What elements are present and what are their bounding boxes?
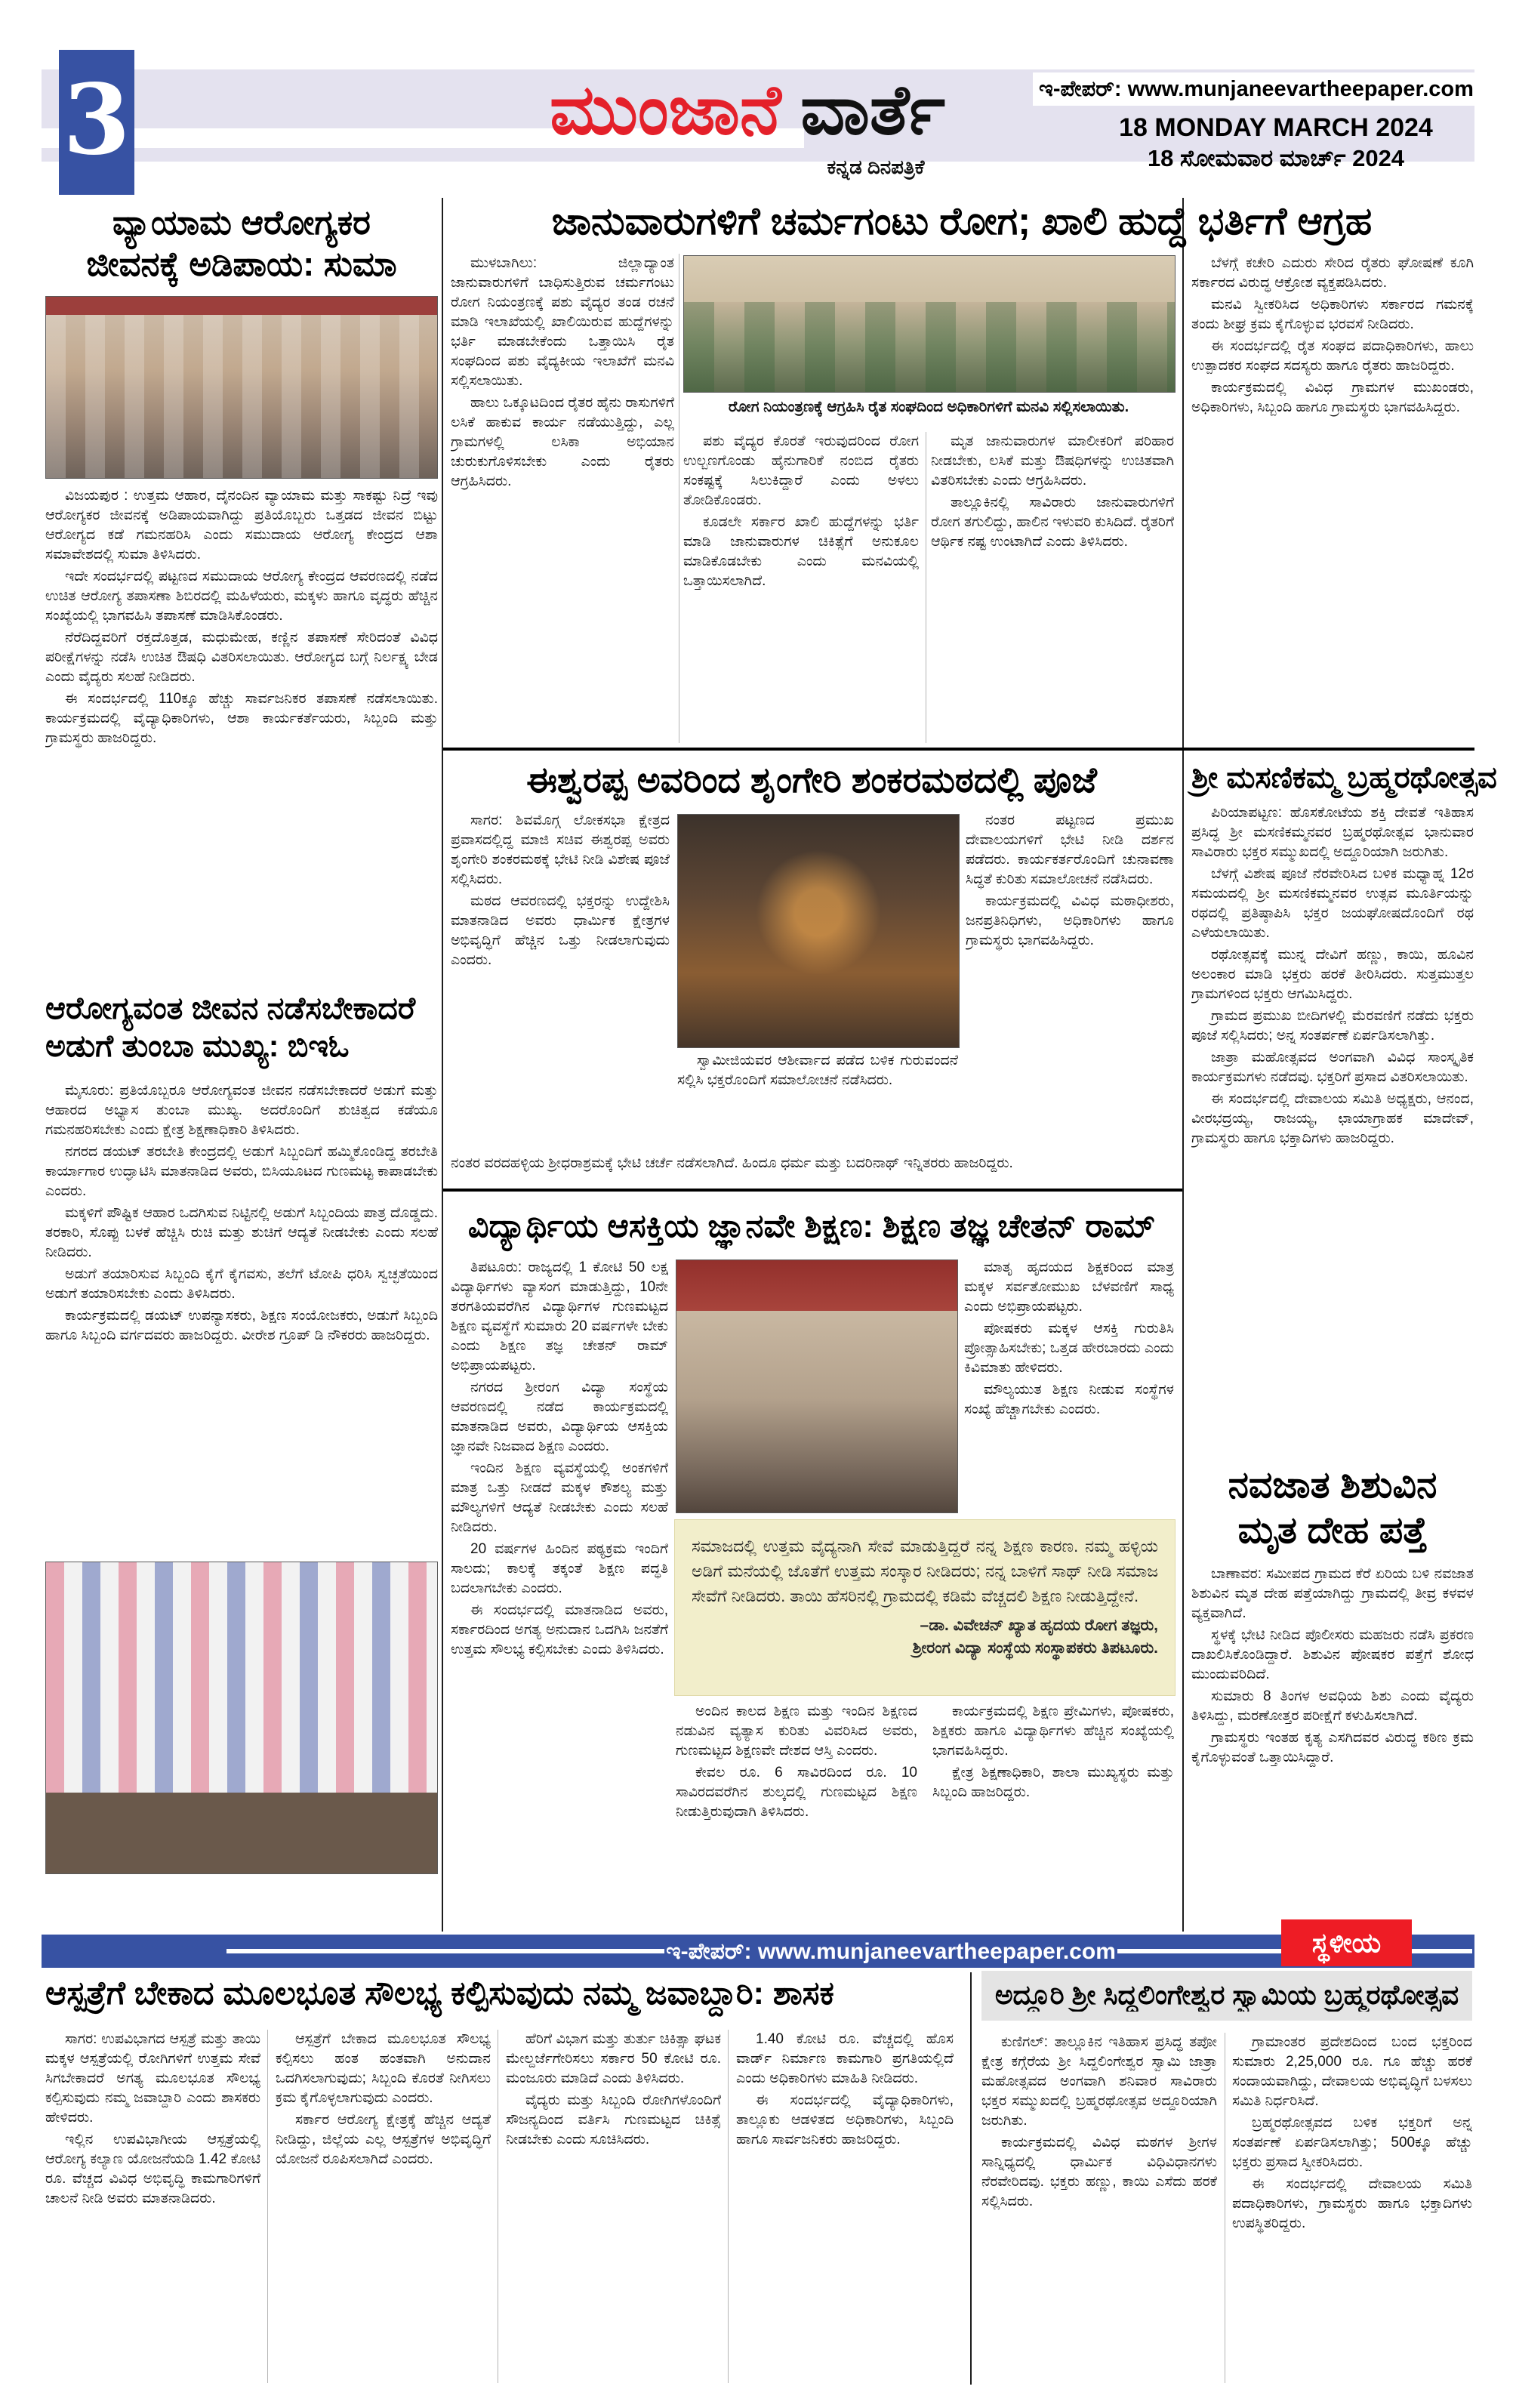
quote-box-education [674, 1519, 1176, 1696]
body-cattle-col3: ಮೃತ ಜಾನುವಾರುಗಳ ಮಾಲೀಕರಿಗೆ ಪರಿಹಾರ ನೀಡಬೇಕು, ಲಸಿಕೆ ಮತ್ತು ಔಷಧಿಗಳನ್ನು ಉಚಿತವಾಗಿ ವಿತರಿಸಬೇಕು ಎಂದು ಆಗ್ರಹಿಸಿದರು. ತಾಲ್ಲೂಕಿನಲ್ಲಿ ಸಾವಿರಾರು ಜಾನುವಾರುಗಳಿಗೆ ರೋಗ ತಗುಲಿದ್ದು, ಹಾಲಿನ ಇಳುವರಿ ಕುಸಿದಿದೆ. ರೈತರಿಗೆ ಆರ್ಥಿಕ ನಷ್ಟ ಉಂಟಾಗಿದೆ ಎಂದು ತಿಳಿಸಿದರು. [931, 433, 1174, 550]
body-cattle-col2: ಪಶು ವೈದ್ಯರ ಕೊರತೆ ಇರುವುದರಿಂದ ರೋಗ ಉಲ್ಬಣಗೊಂಡು ಹೈನುಗಾರಿಕೆ ನಂಬಿದ ರೈತರು ಸಂಕಷ್ಟಕ್ಕೆ ಸಿಲುಕಿದ್ದಾರೆ ಎಂದು ಅಳಲು ತೋಡಿಕೊಂಡರು. ಕೂಡಲೇ ಸರ್ಕಾರ ಖಾಲಿ ಹುದ್ದೆಗಳನ್ನು ಭರ್ತಿ ಮಾಡಿ ಜಾನುವಾರುಗಳ ಚಿಕಿತ್ಸೆಗೆ ಅನುಕೂಲ ಮಾಡಿಕೊಡಬೇಕು ಎಂದು ಮನವಿಯಲ್ಲಿ ಒತ್ತಾಯಿಸಲಾಗಿದೆ. [683, 433, 919, 590]
body-education-col3: ಕಾರ್ಯಕ್ರಮದಲ್ಲಿ ಶಿಕ್ಷಣ ಪ್ರೇಮಿಗಳು, ಪೋಷಕರು, ಶಿಕ್ಷಕರು ಹಾಗೂ ವಿದ್ಯಾರ್ಥಿಗಳು ಹೆಚ್ಚಿನ ಸಂಖ್ಯೆಯಲ್ಲಿ ಭಾಗವಹಿಸಿದ್ದರು. ಕ್ಷೇತ್ರ ಶಿಕ್ಷಣಾಧಿಕಾರಿ, ಶಾಲಾ ಮುಖ್ಯಸ್ಥರು ಮತ್ತು ಸಿಬ್ಬಂದಿ ಹಾಜರಿದ್ದರು. [932, 1703, 1174, 1801]
headline-pooja: ಈಶ್ವರಪ್ಪ ಅವರಿಂದ ಶೃಂಗೇರಿ ಶಂಕರಮಠದಲ್ಲಿ ಪೂಜೆ [526, 760, 1097, 800]
divider-left-column [442, 198, 443, 1932]
divider-hospital-1 [267, 2030, 268, 2383]
body-masanikamma: ಪಿರಿಯಾಪಟ್ಟಣ: ಹೊಸಕೋಟೆಯ ಶಕ್ತಿ ದೇವತೆ ಇತಿಹಾಸ ಪ್ರಸಿದ್ಧ ಶ್ರೀ ಮಸಣಿಕಮ್ಮನವರ ಬ್ರಹ್ಮರಥೋತ್ಸವ ಭಾನುವಾರ ಸಾವಿರಾರು ಭಕ್ತರ ಸಮ್ಮುಖದಲ್ಲಿ ಅದ್ದೂರಿಯಾಗಿ ಜರುಗಿತು. ಬೆಳಗ್ಗೆ ವಿಶೇಷ ಪೂಜೆ ನೆರವೇರಿಸಿದ ಬಳಿಕ ಮಧ್ಯಾಹ್ನ 12ರ ಸಮಯದಲ್ಲಿ ಶ್ರೀ ಮಸಣಿಕಮ್ಮನವರ ಉತ್ಸವ ಮೂರ್ತಿಯನ್ನು ರಥದಲ್ಲಿ ಪ್ರತಿಷ್ಠಾಪಿಸಿ ಭಕ್ತರ ಜಯಘೋಷದೊಂದಿಗೆ ರಥ ಎಳೆಯಲಾಯಿತು. ರಥೋತ್ಸವಕ್ಕೆ ಮುನ್ನ ದೇವಿಗೆ ಹಣ್ಣು, ಕಾಯಿ, ಹೂವಿನ ಅಲಂಕಾರ ಮಾಡಿ ಭಕ್ತರು ಹರಕೆ ತೀರಿಸಿದರು. ಸುತ್ತಮುತ್ತಲ ಗ್ರಾಮಗಳಿಂದ ಭಕ್ತರು ಆಗಮಿಸಿದ್ದರು. ಗ್ರಾಮದ ಪ್ರಮುಖ ಬೀದಿಗಳಲ್ಲಿ ಮೆರವಣಿಗೆ ನಡೆದು ಭಕ್ತರು ಪೂಜೆ ಸಲ್ಲಿಸಿದರು; ಅನ್ನ ಸಂತರ್ಪಣೆ ಏರ್ಪಡಿಸಲಾಗಿತ್ತು. ಜಾತ್ರಾ ಮಹೋತ್ಸವದ ಅಂಗವಾಗಿ ವಿವಿಧ ಸಾಂಸ್ಕೃತಿಕ ಕಾರ್ಯಕ್ರಮಗಳು ನಡೆದವು. ಭಕ್ತರಿಗೆ ಪ್ರಸಾದ ವಿತರಿಸಲಾಯಿತು. ಈ ಸಂದರ್ಭದಲ್ಲಿ ದೇವಾಲಯ ಸಮಿತಿ ಅಧ್ಯಕ್ಷರು, ಆನಂದ, ವೀರಭದ್ರಯ್ಯ, ರಾಜಯ್ಯ, ಛಾಯಾಗ್ರಾಹಕ ಮಾದೇವ್, ಗ್ರಾಮಸ್ಥರು ಹಾಗೂ ಭಕ್ತಾದಿಗಳು ಹಾಜರಿದ್ದರು. [1191, 805, 1474, 1147]
header-epaper-url[interactable]: ಇ-ಪೇಪರ್: www.munjaneevartheepaper.com [1039, 77, 1474, 101]
headline-hospital: ಆಸ್ಪತ್ರೆಗೆ ಬೇಕಾದ ಮೂಲಭೂತ ಸೌಲಭ್ಯ ಕಲ್ಪಿಸುವುದು ನಮ್ಮ ಜವಾಬ್ದಾರಿ: ಶಾಸಕ [45, 1975, 834, 2012]
page-number-box: 3 [59, 50, 134, 195]
local-news-badge: ಸ್ಥಳೀಯ [1281, 1919, 1412, 1966]
photo-education-event [676, 1259, 958, 1513]
photo-exercise-event [45, 296, 438, 479]
photo-pooja-temple [677, 814, 960, 1048]
body-pooja-mid: ಸ್ವಾಮೀಜಿಯವರ ಆಶೀರ್ವಾದ ಪಡೆದ ಬಳಿಕ ಗುರುವಂದನೆ ಸಲ್ಲಿಸಿ ಭಕ್ತರೊಂದಿಗೆ ಸಮಾಲೋಚನೆ ನಡೆಸಿದರು. [677, 1053, 958, 1089]
body-cooking: ಮೈಸೂರು: ಪ್ರತಿಯೊಬ್ಬರೂ ಆರೋಗ್ಯವಂತ ಜೀವನ ನಡೆಸಬೇಕಾದರೆ ಅಡುಗೆ ಮತ್ತು ಆಹಾರದ ಅಭ್ಯಾಸ ತುಂಬಾ ಮುಖ್ಯ. ಅದರೊಂದಿಗೆ ಶುಚಿತ್ವದ ಕಡೆಯೂ ಗಮನಹರಿಸಬೇಕು ಎಂದು ಕ್ಷೇತ್ರ ಶಿಕ್ಷಣಾಧಿಕಾರಿ ತಿಳಿಸಿದರು. ನಗರದ ಡಯಟ್ ತರಬೇತಿ ಕೇಂದ್ರದಲ್ಲಿ ಅಡುಗೆ ಸಿಬ್ಬಂದಿಗೆ ಹಮ್ಮಿಕೊಂಡಿದ್ದ ತರಬೇತಿ ಕಾರ್ಯಾಗಾರ ಉದ್ಘಾಟಿಸಿ ಮಾತನಾಡಿದ ಅವರು, ಬಿಸಿಯೂಟದ ಗುಣಮಟ್ಟ ಕಾಪಾಡಬೇಕು ಎಂದರು. ಮಕ್ಕಳಿಗೆ ಪೌಷ್ಟಿಕ ಆಹಾರ ಒದಗಿಸುವ ನಿಟ್ಟಿನಲ್ಲಿ ಅಡುಗೆ ಸಿಬ್ಬಂದಿಯ ಪಾತ್ರ ದೊಡ್ಡದು. ತರಕಾರಿ, ಸೊಪ್ಪು ಬಳಕೆ ಹೆಚ್ಚಿಸಿ ರುಚಿ ಮತ್ತು ಶುಚಿಗೆ ಆದ್ಯತೆ ನೀಡಬೇಕು ಎಂದು ಸಲಹೆ ನೀಡಿದರು. ಅಡುಗೆ ತಯಾರಿಸುವ ಸಿಬ್ಬಂದಿ ಕೈಗೆ ಕೈಗವಸು, ತಲೆಗೆ ಟೋಪಿ ಧರಿಸಿ ಸ್ವಚ್ಛತೆಯಿಂದ ಅಡುಗೆ ತಯಾರಿಸಬೇಕು ಎಂದು ತಿಳಿಸಿದರು. ಕಾರ್ಯಕ್ರಮದಲ್ಲಿ ಡಯಟ್ ಉಪನ್ಯಾಸಕರು, ಶಿಕ್ಷಣ ಸಂಯೋಜಕರು, ಅಡುಗೆ ಸಿಬ್ಬಂದಿ ಹಾಗೂ ಸಿಬ್ಬಂದಿ ವರ್ಗದವರು ಹಾಜರಿದ್ದರು. ವೀರೇಶ ಗ್ರೂಪ್ ಡಿ ನೌಕರರು ಹಾಜರಿದ್ದರು. [45, 1083, 438, 1344]
body-exercise: ವಿಜಯಪುರ : ಉತ್ತಮ ಆಹಾರ, ದೈನಂದಿನ ವ್ಯಾಯಾಮ ಮತ್ತು ಸಾಕಷ್ಟು ನಿದ್ರೆ ಇವು ಆರೋಗ್ಯಕರ ಜೀವನಕ್ಕೆ ಅಡಿಪಾಯವಾಗಿದ್ದು ಪ್ರತಿಯೊಬ್ಬರು ಒತ್ತಡದ ಜೀವನ ಬಿಟ್ಟು ಆರೋಗ್ಯದ ಕಡೆ ಗಮನಹರಿಸಿ ಎಂದು ಸಮುದಾಯ ಆರೋಗ್ಯ ಕೇಂದ್ರದ ಆಶಾ ಸಮಾವೇಶದಲ್ಲಿ ಸುಮಾ ತಿಳಿಸಿದರು. ಇದೇ ಸಂದರ್ಭದಲ್ಲಿ ಪಟ್ಟಣದ ಸಮುದಾಯ ಆರೋಗ್ಯ ಕೇಂದ್ರದ ಆವರಣದಲ್ಲಿ ನಡೆದ ಉಚಿತ ಆರೋಗ್ಯ ತಪಾಸಣಾ ಶಿಬಿರದಲ್ಲಿ ಮಹಿಳೆಯರು, ಮಕ್ಕಳು ಹಾಗೂ ವೃದ್ಧರು ಹೆಚ್ಚಿನ ಸಂಖ್ಯೆಯಲ್ಲಿ ಭಾಗವಹಿಸಿ ತಪಾಸಣೆ ಮಾಡಿಸಿಕೊಂಡರು. ನೆರೆದಿದ್ದವರಿಗೆ ರಕ್ತದೊತ್ತಡ, ಮಧುಮೇಹ, ಕಣ್ಣಿನ ತಪಾಸಣೆ ಸೇರಿದಂತೆ ವಿವಿಧ ಪರೀಕ್ಷೆಗಳನ್ನು ನಡೆಸಿ ಉಚಿತ ಔಷಧಿ ವಿತರಿಸಲಾಯಿತು. ಆರೋಗ್ಯದ ಬಗ್ಗೆ ನಿರ್ಲಕ್ಷ್ಯ ಬೇಡ ಎಂದು ವೈದ್ಯರು ಸಲಹೆ ನೀಡಿದರು. ಈ ಸಂದರ್ಭದಲ್ಲಿ 110ಕ್ಕೂ ಹೆಚ್ಚು ಸಾರ್ವಜನಿಕರ ತಪಾಸಣೆ ನಡೆಸಲಾಯಿತು. ಕಾರ್ಯಕ್ರಮದಲ್ಲಿ ವೈದ್ಯಾಧಿಕಾರಿಗಳು, ಆಶಾ ಕಾರ್ಯಕರ್ತೆಯರು, ಸಿಬ್ಬಂದಿ ಮತ್ತು ಗ್ರಾಮಸ್ಥರು ಹಾಜರಿದ್ದರು. [45, 488, 438, 747]
headline-cooking: ಆರೋಗ್ಯವಂತ ಜೀವನ ನಡೆಸಬೇಕಾದರೆ ಅಡುಗೆ ತುಂಬಾ ಮುಖ್ಯ: ಬಿಇಓ [45, 991, 416, 1064]
photo-cooking-event [45, 1562, 438, 1874]
headline-newborn: ನವಜಾತ ಶಿಶುವಿನ ಮೃತ ದೇಹ ಪತ್ತೆ [1228, 1465, 1437, 1551]
headline-exercise: ವ್ಯಾಯಾಮ ಆರೋಗ್ಯಕರ ಜೀವನಕ್ಕೆ ಅಡಿಪಾಯ: ಸುಮಾ [86, 203, 397, 283]
date-english: 18 MONDAY MARCH 2024 [1119, 113, 1433, 142]
body-education-col1: ತಿಪಟೂರು: ರಾಜ್ಯದಲ್ಲಿ 1 ಕೋಟಿ 50 ಲಕ್ಷ ವಿದ್ಯಾರ್ಥಿಗಳು ವ್ಯಾಸಂಗ ಮಾಡುತ್ತಿದ್ದು, 10ನೇ ತರಗತಿಯವರೆಗಿನ ವಿದ್ಯಾರ್ಥಿಗಳ ಗುಣಮಟ್ಟದ ಶಿಕ್ಷಣ ವ್ಯವಸ್ಥೆಗೆ ಸುಮಾರು 20 ವರ್ಷಗಳೇ ಬೇಕು ಎಂದು ಶಿಕ್ಷಣ ತಜ್ಞ ಚೇತನ್ ರಾಮ್ ಅಭಿಪ್ರಾಯಪಟ್ಟರು. ನಗರದ ಶ್ರೀರಂಗ ವಿದ್ಯಾ ಸಂಸ್ಥೆಯ ಆವರಣದಲ್ಲಿ ನಡೆದ ಕಾರ್ಯಕ್ರಮದಲ್ಲಿ ಮಾತನಾಡಿದ ಅವರು, ವಿದ್ಯಾರ್ಥಿಯ ಆಸಕ್ತಿಯ ಜ್ಞಾನವೇ ನಿಜವಾದ ಶಿಕ್ಷಣ ಎಂದರು. ಇಂದಿನ ಶಿಕ್ಷಣ ವ್ಯವಸ್ಥೆಯಲ್ಲಿ ಅಂಕಗಳಿಗೆ ಮಾತ್ರ ಒತ್ತು ನೀಡದೆ ಮಕ್ಕಳ ಕೌಶಲ್ಯ ಮತ್ತು ಮೌಲ್ಯಗಳಿಗೆ ಆದ್ಯತೆ ನೀಡಬೇಕು ಎಂದು ಸಲಹೆ ನೀಡಿದರು. 20 ವರ್ಷಗಳ ಹಿಂದಿನ ಪಠ್ಯಕ್ರಮ ಇಂದಿಗೆ ಸಾಲದು; ಕಾಲಕ್ಕೆ ತಕ್ಕಂತೆ ಶಿಕ್ಷಣ ಪದ್ಧತಿ ಬದಲಾಗಬೇಕು ಎಂದರು. ಈ ಸಂದರ್ಭದಲ್ಲಿ ಮಾತನಾಡಿದ ಅವರು, ಸರ್ಕಾರದಿಂದ ಅಗತ್ಯ ಅನುದಾನ ಒದಗಿಸಿ ಜನತೆಗೆ ಉತ್ತಮ ಸೌಲಭ್ಯ ಕಲ್ಪಿಸಬೇಕು ಎಂದು ತಿಳಿಸಿದರು. [451, 1259, 668, 1658]
body-pooja-col1: ಸಾಗರ: ಶಿವಮೊಗ್ಗ ಲೋಕಸಭಾ ಕ್ಷೇತ್ರದ ಪ್ರವಾಸದಲ್ಲಿದ್ದ ಮಾಜಿ ಸಚಿವ ಈಶ್ವರಪ್ಪ ಅವರು ಶೃಂಗೇರಿ ಶಂಕರಮಠಕ್ಕೆ ಭೇಟಿ ನೀಡಿ ವಿಶೇಷ ಪೂಜೆ ಸಲ್ಲಿಸಿದರು. ಮಠದ ಆವರಣದಲ್ಲಿ ಭಕ್ತರನ್ನು ಉದ್ದೇಶಿಸಿ ಮಾತನಾಡಿದ ಅವರು ಧಾರ್ಮಿಕ ಕ್ಷೇತ್ರಗಳ ಅಭಿವೃದ್ಧಿಗೆ ಹೆಚ್ಚಿನ ಒತ್ತು ನೀಡಲಾಗುವುದು ಎಂದರು. [451, 812, 670, 969]
body-education-colr: ಮಾತೃ ಹೃದಯದ ಶಿಕ್ಷಕರಿಂದ ಮಾತ್ರ ಮಕ್ಕಳ ಸರ್ವತೋಮುಖ ಬೆಳವಣಿಗೆ ಸಾಧ್ಯ ಎಂದು ಅಭಿಪ್ರಾಯಪಟ್ಟರು. ಪೋಷಕರು ಮಕ್ಕಳ ಆಸಕ್ತಿ ಗುರುತಿಸಿ ಪ್ರೋತ್ಸಾಹಿಸಬೇಕು; ಒತ್ತಡ ಹೇರಬಾರದು ಎಂದು ಕಿವಿಮಾತು ಹೇಳಿದರು. ಮೌಲ್ಯಯುತ ಶಿಕ್ಷಣ ನೀಡುವ ಸಂಸ್ಥೆಗಳ ಸಂಖ್ಯೆ ಹೆಚ್ಚಾಗಬೇಕು ಎಂದರು. [964, 1259, 1174, 1418]
rule-under-cattle [443, 748, 1474, 751]
masthead-subtitle: ಕನ್ನಡ ದಿನಪತ್ರಿಕೆ [827, 156, 925, 178]
photo-cattle-memorandum [683, 255, 1176, 393]
date-kannada: 18 ಸೋಮವಾರ ಮಾರ್ಚ್ 2024 [1147, 145, 1405, 171]
quote-text: ಸಮಾಜದಲ್ಲಿ ಉತ್ತಮ ವೈದ್ಯನಾಗಿ ಸೇವೆ ಮಾಡುತ್ತಿದ್ದರೆ ನನ್ನ ಶಿಕ್ಷಣ ಕಾರಣ. ನಮ್ಮ ಹಳ್ಳಿಯ ಅಡಿಗೆ ಮನೆಯಲ್ಲಿ ಜೊತೆಗೆ ಉತ್ತಮ ಸಂಸ್ಕಾರ ನೀಡಿದರು; ನನ್ನ ಬಾಳಿಗೆ ಸಾಥ್ ನೀಡಿ ಸಮಾಜ ಸೇವೆಗೆ ನೀಡಿದರು. ತಾಯಿ ಹೆಸರಿನಲ್ಲಿ ಗ್ರಾಮದಲ್ಲಿ ಕಡಿಮೆ ವೆಚ್ಚದಲಿ ಶಿಕ್ಷಣ ನೀಡುತ್ತಿದ್ದೇನೆ. [692, 1537, 1158, 1605]
body-cattle-col4: ಬೆಳಗ್ಗೆ ಕಚೇರಿ ಎದುರು ಸೇರಿದ ರೈತರು ಘೋಷಣೆ ಕೂಗಿ ಸರ್ಕಾರದ ವಿರುದ್ಧ ಆಕ್ರೋಶ ವ್ಯಕ್ತಪಡಿಸಿದರು. ಮನವಿ ಸ್ವೀಕರಿಸಿದ ಅಧಿಕಾರಿಗಳು ಸರ್ಕಾರದ ಗಮನಕ್ಕೆ ತಂದು ಶೀಘ್ರ ಕ್ರಮ ಕೈಗೊಳ್ಳುವ ಭರವಸೆ ನೀಡಿದರು. ಈ ಸಂದರ್ಭದಲ್ಲಿ ರೈತ ಸಂಘದ ಪದಾಧಿಕಾರಿಗಳು, ಹಾಲು ಉತ್ಪಾದಕರ ಸಂಘದ ಸದಸ್ಯರು ಹಾಗೂ ರೈತರು ಹಾಜರಿದ್ದರು. ಕಾರ್ಯಕ್ರಮದಲ್ಲಿ ವಿವಿಧ ಗ್ರಾಮಗಳ ಮುಖಂಡರು, ಅಧಿಕಾರಿಗಳು, ಸಿಬ್ಬಂದಿ ಹಾಗೂ ಗ್ರಾಮಸ್ಥರು ಭಾಗವಹಿಸಿದ್ದರು. [1191, 255, 1474, 416]
headline-rathotsava: ಅದ್ಧೂರಿ ಶ್ರೀ ಸಿದ್ದಲಿಂಗೇಶ್ವರ ಸ್ವಾಮಿಯ ಬ್ರಹ್ಮರಥೋತ್ಸವ [994, 1979, 1459, 2010]
divider-hospital-3 [728, 2030, 729, 2383]
quote-attribution: –ಡಾ. ವಿವೇಚನ್ ಖ್ಯಾತ ಹೃದಯ ರೋಗ ತಜ್ಞರು, ಶ್ರೀರಂಗ ವಿದ್ಯಾ ಸಂಸ್ಥೆಯ ಸಂಸ್ಥಾಪಕರು ತಿಪಟೂರು. [912, 1617, 1158, 1657]
masthead-title [408, 72, 1087, 149]
body-hospital-col3: ಹೆರಿಗೆ ವಿಭಾಗ ಮತ್ತು ತುರ್ತು ಚಿಕಿತ್ಸಾ ಘಟಕ ಮೇಲ್ದರ್ಜೆಗೇರಿಸಲು ಸರ್ಕಾರ 50 ಕೋಟಿ ರೂ. ಮಂಜೂರು ಮಾಡಿದೆ ಎಂದು ತಿಳಿಸಿದರು. ವೈದ್ಯರು ಮತ್ತು ಸಿಬ್ಬಂದಿ ರೋಗಿಗಳೊಂದಿಗೆ ಸೌಜನ್ಯದಿಂದ ವರ್ತಿಸಿ ಗುಣಮಟ್ಟದ ಚಿಕಿತ್ಸೆ ನೀಡಬೇಕು ಎಂದು ಸೂಚಿಸಿದರು. [506, 2031, 721, 2148]
body-pooja-col3: ನಂತರ ಪಟ್ಟಣದ ಪ್ರಮುಖ ದೇವಾಲಯಗಳಿಗೆ ಭೇಟಿ ನೀಡಿ ದರ್ಶನ ಪಡೆದರು. ಕಾರ್ಯಕರ್ತರೊಂದಿಗೆ ಚುನಾವಣಾ ಸಿದ್ಧತೆ ಕುರಿತು ಸಮಾಲೋಚನೆ ನಡೆಸಿದರು. ಕಾರ್ಯಕ್ರಮದಲ್ಲಿ ವಿವಿಧ ಮಠಾಧೀಶರು, ಜನಪ್ರತಿನಿಧಿಗಳು, ಅಧಿಕಾರಿಗಳು ಹಾಗೂ ಗ್ರಾಮಸ್ಥರು ಭಾಗವಹಿಸಿದ್ದರು. [966, 812, 1174, 949]
body-rathotsava-col1: ಕುಣಿಗಲ್: ತಾಲ್ಲೂಕಿನ ಇತಿಹಾಸ ಪ್ರಸಿದ್ಧ ತಪೋ ಕ್ಷೇತ್ರ ಕಗ್ಗೆರೆಯ ಶ್ರೀ ಸಿದ್ದಲಿಂಗೇಶ್ವರ ಸ್ವಾಮಿ ಜಾತ್ರಾ ಮಹೋತ್ಸವದ ಅಂಗವಾಗಿ ಶನಿವಾರ ಸಾವಿರಾರು ಭಕ್ತರ ಸಮ್ಮುಖದಲ್ಲಿ ಬ್ರಹ್ಮರಥೋತ್ಸವ ಅದ್ದೂರಿಯಾಗಿ ಜರುಗಿತು. ಕಾರ್ಯಕ್ರಮದಲ್ಲಿ ವಿವಿಧ ಮಠಗಳ ಶ್ರೀಗಳ ಸಾನ್ನಿಧ್ಯದಲ್ಲಿ ಧಾರ್ಮಿಕ ವಿಧಿವಿಧಾನಗಳು ನೆರವೇರಿದವು. ಭಕ್ತರು ಹಣ್ಣು, ಕಾಯಿ ಎಸೆದು ಹರಕೆ ಸಲ್ಲಿಸಿದರು. [981, 2034, 1217, 2210]
body-cattle-col1: ಮುಳಬಾಗಿಲು: ಜಿಲ್ಲಾದ್ಯಾಂತ ಜಾನುವಾರುಗಳಿಗೆ ಬಾಧಿಸುತ್ತಿರುವ ಚರ್ಮಗಂಟು ರೋಗ ನಿಯಂತ್ರಣಕ್ಕೆ ಪಶು ವೈದ್ಯರ ತಂಡ ರಚನೆ ಮಾಡಿ ಇಲಾಖೆಯಲ್ಲಿ ಖಾಲಿಯಿರುವ ಹುದ್ದೆಗಳನ್ನು ಭರ್ತಿ ಮಾಡಬೇಕೆಂದು ಒತ್ತಾಯಿಸಿ ರೈತ ಸಂಘದಿಂದ ಪಶು ವೈದ್ಯಕೀಯ ಇಲಾಖೆಗೆ ಮನವಿ ಸಲ್ಲಿಸಲಾಯಿತು. ಹಾಲು ಒಕ್ಕೂಟದಿಂದ ರೈತರ ಹೈನು ರಾಸುಗಳಿಗೆ ಲಸಿಕೆ ಹಾಕುವ ಕಾರ್ಯ ನಡೆಯುತ್ತಿದ್ದು, ಎಲ್ಲ ಗ್ರಾಮಗಳಲ್ಲಿ ಲಸಿಕಾ ಅಭಿಯಾನ ಚುರುಕುಗೊಳಿಸಬೇಕು ಎಂದು ರೈತರು ಆಗ್ರಹಿಸಿದರು. [451, 255, 674, 490]
headline-masanikamma: ಶ್ರೀ ಮಸಣಿಕಮ್ಮ ಬ್ರಹ್ಮರಥೋತ್ಸವ [1191, 761, 1497, 794]
caption-cattle-photo: ರೋಗ ನಿಯಂತ್ರಣಕ್ಕೆ ಆಗ್ರಹಿಸಿ ರೈತ ಸಂಘದಿಂದ ಅಧಿಕಾರಿಗಳಿಗೆ ಮನವಿ ಸಲ್ಲಿಸಲಾಯಿತು. [728, 399, 1129, 415]
body-newborn: ಬಾಣಾವರ: ಸಮೀಪದ ಗ್ರಾಮದ ಕೆರೆ ಏರಿಯ ಬಳಿ ನವಜಾತ ಶಿಶುವಿನ ಮೃತ ದೇಹ ಪತ್ತೆಯಾಗಿದ್ದು ಗ್ರಾಮದಲ್ಲಿ ತೀವ್ರ ಕಳವಳ ವ್ಯಕ್ತವಾಗಿದೆ. ಸ್ಥಳಕ್ಕೆ ಭೇಟಿ ನೀಡಿದ ಪೊಲೀಸರು ಮಹಜರು ನಡೆಸಿ ಪ್ರಕರಣ ದಾಖಲಿಸಿಕೊಂಡಿದ್ದಾರೆ. ಶಿಶುವಿನ ಪೋಷಕರ ಪತ್ತೆಗೆ ಶೋಧ ಮುಂದುವರಿದಿದೆ. ಸುಮಾರು 8 ತಿಂಗಳ ಅವಧಿಯ ಶಿಶು ಎಂದು ವೈದ್ಯರು ತಿಳಿಸಿದ್ದು, ಮರಣೋತ್ತರ ಪರೀಕ್ಷೆಗೆ ಕಳುಹಿಸಲಾಗಿದೆ. ಗ್ರಾಮಸ್ಥರು ಇಂತಹ ಕೃತ್ಯ ಎಸಗಿದವರ ವಿರುದ್ಧ ಕಠಿಣ ಕ್ರಮ ಕೈಗೊಳ್ಳುವಂತೆ ಒತ್ತಾಯಿಸಿದ್ದಾರೆ. [1191, 1566, 1474, 1766]
divider-right-column [1182, 198, 1184, 1932]
rule-under-pooja [443, 1189, 1182, 1192]
body-education-col2: ಅಂದಿನ ಕಾಲದ ಶಿಕ್ಷಣ ಮತ್ತು ಇಂದಿನ ಶಿಕ್ಷಣದ ನಡುವಿನ ವ್ಯತ್ಯಾಸ ಕುರಿತು ವಿವರಿಸಿದ ಅವರು, ಗುಣಮಟ್ಟದ ಶಿಕ್ಷಣವೇ ದೇಶದ ಆಸ್ತಿ ಎಂದರು. ಕೇವಲ ರೂ. 6 ಸಾವಿರದಿಂದ ರೂ. 10 ಸಾವಿರದವರೆಗಿನ ಶುಲ್ಕದಲ್ಲಿ ಗುಣಮಟ್ಟದ ಶಿಕ್ಷಣ ನೀಡುತ್ತಿರುವುದಾಗಿ ತಿಳಿಸಿದರು. [676, 1703, 917, 1821]
divider-bottom-articles [970, 1972, 972, 2385]
masthead-title-black: ವಾರ್ತೆ [800, 72, 945, 149]
body-pooja-lastline: ನಂತರ ವರದಹಳ್ಳಿಯ ಶ್ರೀಧರಾಶ್ರಮಕ್ಕೆ ಭೇಟಿ ಚರ್ಚೆ ನಡೆಸಲಾಗಿದೆ. ಹಿಂದೂ ಧರ್ಮ ಮತ್ತು ಬದರಿನಾಥ್ ಇನ್ನಿತರರು ಹಾಜರಿದ್ದರು. [451, 1155, 1013, 1171]
epaper-strip-url[interactable]: ಇ-ಪೇಪರ್: www.munjaneevartheepaper.com [664, 1938, 1117, 1966]
headline-education: ವಿದ್ಯಾರ್ಥಿಯ ಆಸಕ್ತಿಯ ಜ್ಞಾನವೇ ಶಿಕ್ಷಣ: ಶಿಕ್ಷಣ ತಜ್ಞ ಚೇತನ್ ರಾಮ್ [467, 1208, 1156, 1244]
headline-cattle: ಜಾನುವಾರುಗಳಿಗೆ ಚರ್ಮಗಂಟು ರೋಗ; ಖಾಲಿ ಹುದ್ದೆ ಭರ್ತಿಗೆ ಆಗ್ರಹ [551, 199, 1373, 242]
body-rathotsava-col2: ಗ್ರಾಮಾಂತರ ಪ್ರದೇಶದಿಂದ ಬಂದ ಭಕ್ತರಿಂದ ಸುಮಾರು 2,25,000 ರೂ. ಗೂ ಹೆಚ್ಚು ಹರಕೆ ಸಂದಾಯವಾಗಿದ್ದು, ದೇವಾಲಯ ಅಭಿವೃದ್ಧಿಗೆ ಬಳಸಲು ಸಮಿತಿ ನಿರ್ಧರಿಸಿದೆ. ಬ್ರಹ್ಮರಥೋತ್ಸವದ ಬಳಿಕ ಭಕ್ತರಿಗೆ ಅನ್ನ ಸಂತರ್ಪಣೆ ಏರ್ಪಡಿಸಲಾಗಿತ್ತು; 500ಕ್ಕೂ ಹೆಚ್ಚು ಭಕ್ತರು ಪ್ರಸಾದ ಸ್ವೀಕರಿಸಿದರು. ಈ ಸಂದರ್ಭದಲ್ಲಿ ದೇವಾಲಯ ಸಮಿತಿ ಪದಾಧಿಕಾರಿಗಳು, ಗ್ರಾಮಸ್ಥರು ಹಾಗೂ ಭಕ್ತಾದಿಗಳು ಉಪಸ್ಥಿತರಿದ್ದರು. [1232, 2034, 1472, 2232]
masthead-title-red: ಮುಂಜಾನೆ [550, 72, 781, 149]
body-hospital-col1: ಸಾಗರ: ಉಪವಿಭಾಗದ ಆಸ್ಪತ್ರೆ ಮತ್ತು ತಾಯಿ ಮಕ್ಕಳ ಆಸ್ಪತ್ರೆಯಲ್ಲಿ ರೋಗಿಗಳಿಗೆ ಉತ್ತಮ ಸೇವೆ ಸಿಗಬೇಕಾದರೆ ಅಗತ್ಯ ಮೂಲಭೂತ ಸೌಲಭ್ಯ ಕಲ್ಪಿಸುವುದು ನಮ್ಮ ಜವಾಬ್ದಾರಿ ಎಂದು ಶಾಸಕರು ಹೇಳಿದರು. ಇಲ್ಲಿನ ಉಪವಿಭಾಗೀಯ ಆಸ್ಪತ್ರೆಯಲ್ಲಿ ಆರೋಗ್ಯ ಕಲ್ಯಾಣ ಯೋಜನೆಯಡಿ 1.42 ಕೋಟಿ ರೂ. ವೆಚ್ಚದ ವಿವಿಧ ಅಭಿವೃದ್ಧಿ ಕಾಮಗಾರಿಗಳಿಗೆ ಚಾಲನೆ ನೀಡಿ ಅವರು ಮಾತನಾಡಿದರು. [45, 2031, 260, 2207]
body-hospital-col2: ಆಸ್ಪತ್ರೆಗೆ ಬೇಕಾದ ಮೂಲಭೂತ ಸೌಲಭ್ಯ ಕಲ್ಪಿಸಲು ಹಂತ ಹಂತವಾಗಿ ಅನುದಾನ ಒದಗಿಸಲಾಗುವುದು; ಸಿಬ್ಬಂದಿ ಕೊರತೆ ನೀಗಿಸಲು ಕ್ರಮ ಕೈಗೊಳ್ಳಲಾಗುವುದು ಎಂದರು. ಸರ್ಕಾರ ಆರೋಗ್ಯ ಕ್ಷೇತ್ರಕ್ಕೆ ಹೆಚ್ಚಿನ ಆದ್ಯತೆ ನೀಡಿದ್ದು, ಜಿಲ್ಲೆಯ ಎಲ್ಲ ಆಸ್ಪತ್ರೆಗಳ ಅಭಿವೃದ್ಧಿಗೆ ಯೋಜನೆ ರೂಪಿಸಲಾಗಿದೆ ಎಂದರು. [276, 2031, 491, 2168]
body-hospital-col4: 1.40 ಕೋಟಿ ರೂ. ವೆಚ್ಚದಲ್ಲಿ ಹೊಸ ವಾರ್ಡ್ ನಿರ್ಮಾಣ ಕಾಮಗಾರಿ ಪ್ರಗತಿಯಲ್ಲಿದೆ ಎಂದು ಅಧಿಕಾರಿಗಳು ಮಾಹಿತಿ ನೀಡಿದರು. ಈ ಸಂದರ್ಭದಲ್ಲಿ ವೈದ್ಯಾಧಿಕಾರಿಗಳು, ತಾಲ್ಲೂಕು ಆಡಳಿತದ ಅಧಿಕಾರಿಗಳು, ಸಿಬ್ಬಂದಿ ಹಾಗೂ ಸಾರ್ವಜನಿಕರು ಹಾಜರಿದ್ದರು. [736, 2031, 954, 2148]
